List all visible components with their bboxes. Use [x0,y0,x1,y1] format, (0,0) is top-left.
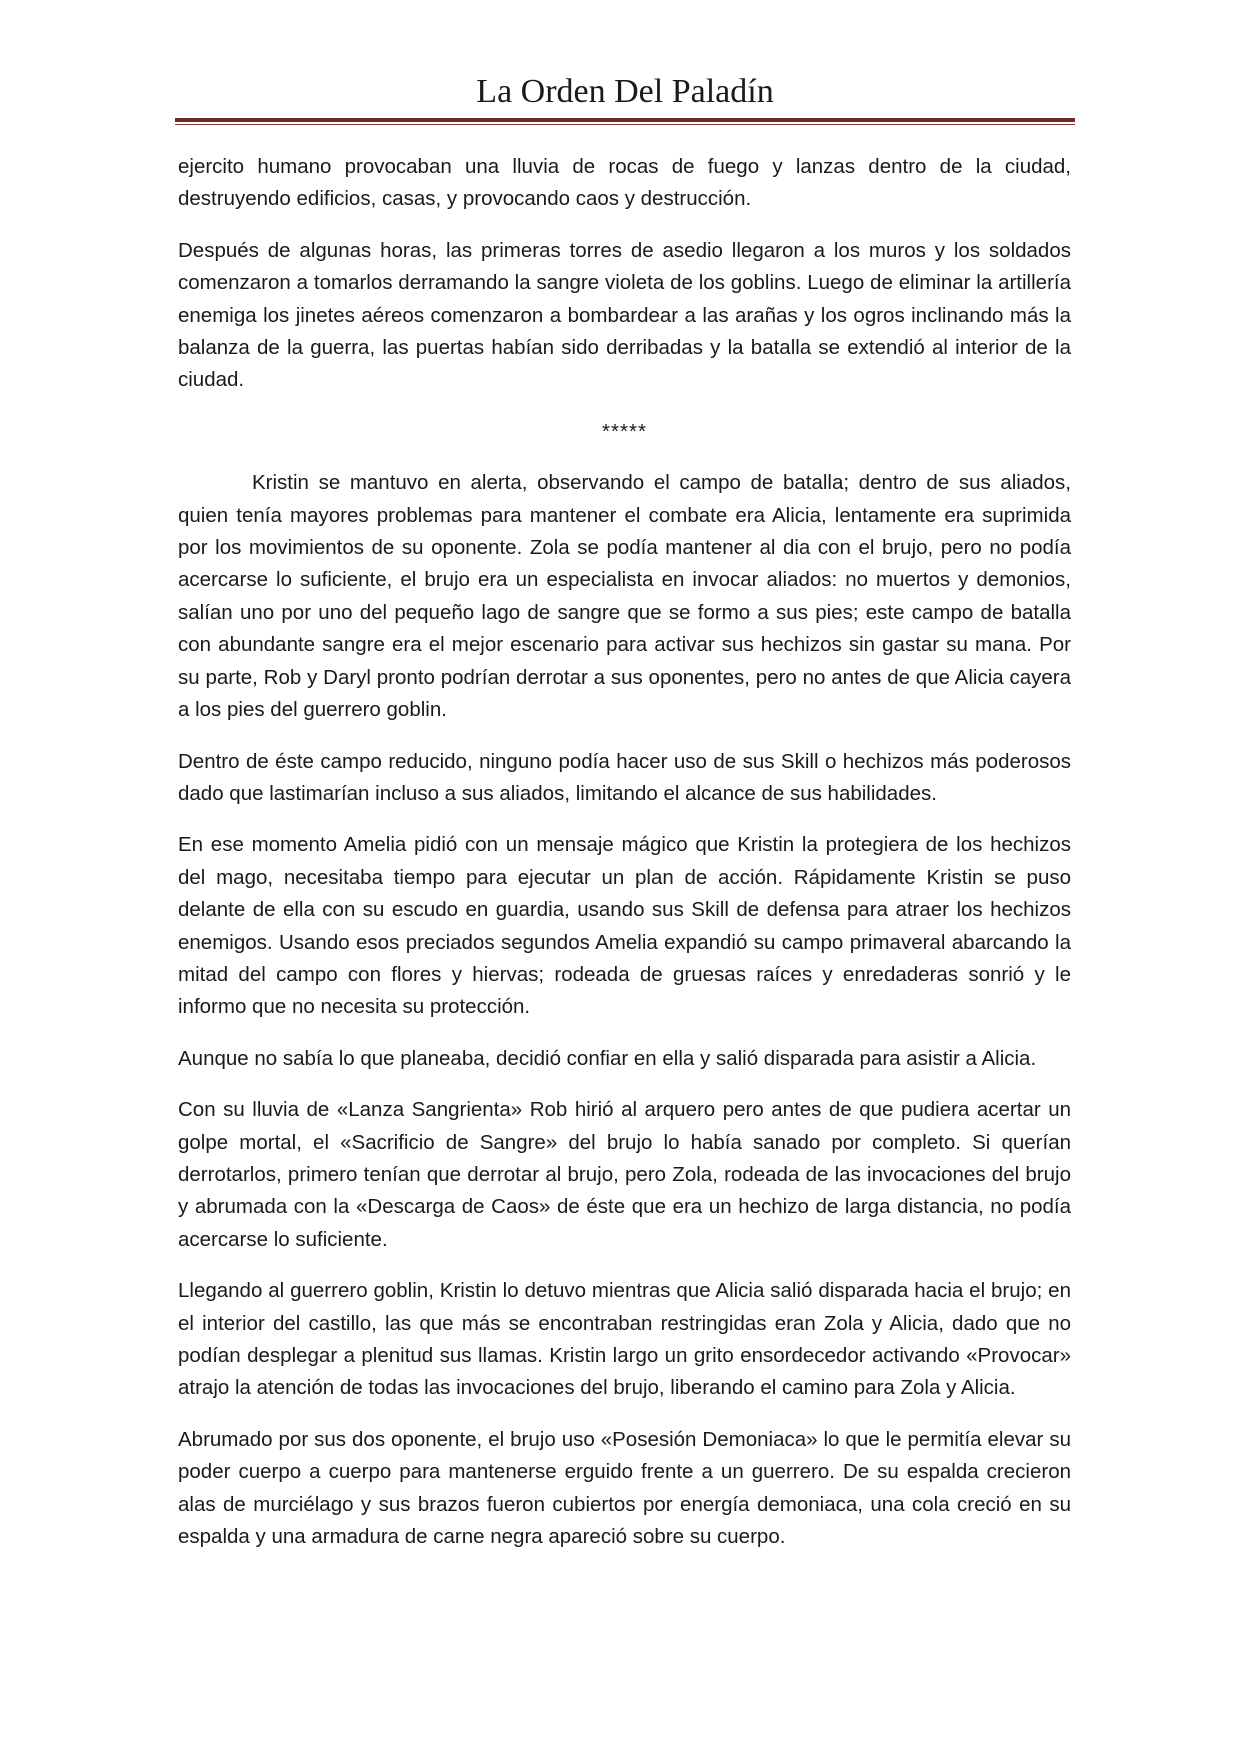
paragraph: Abrumado por sus dos oponente, el brujo uso «Posesión Demoniaca» lo que le permitía elevar su poder cuerpo a cuerpo para mantenerse erguido frente a un guerrero. De su espalda crecieron alas de murciélago y sus brazos fueron cubiertos por energía demoniaca, una cola creció en su espalda y una armadura de carne negra apareció sobre su cuerpo. [178,1427,1071,1549]
paragraph: Kristin se mantuvo en alerta, observando el campo de batalla; dentro de sus aliados, quien tenía mayores problemas para mantener el combate era Alicia, lentamente era suprimida por los movimientos de su oponente. Zola se podía mantener al dia con el brujo, pero no podía acercarse lo suficiente, el brujo era un especialista en invocar aliados: no muertos y demonios, salían uno por uno del pequeño lago de sangre que se formo a sus pies; este campo de batalla con abundante sangre era el mejor escenario para activar sus hechizos sin gastar su mana. Por su parte, Rob y Daryl pronto podrían derrotar a sus oponentes, pero no antes de que Alicia cayera a los pies del guerrero goblin. [178,471,1071,722]
paragraph: Aunque no sabía lo que planeaba, decidió confiar en ella y salió disparada para asistir a Alicia. [178,1046,1037,1070]
section-separator: ***** [602,419,647,443]
paragraph: Llegando al guerrero goblin, Kristin lo detuvo mientras que Alicia salió disparada hacia el brujo; en el interior del castillo, las que más se encontraban restringidas eran Zola y Alicia, dado que no podían desplegar a plenitud sus llamas. Kristin largo un grito ensordecedor activando «Provocar» atrajo la atención de todas las invocaciones del brujo, liberando el camino para Zola y Alicia. [178,1279,1071,1400]
paragraph: Dentro de éste campo reducido, ninguno podía hacer uso de sus Skill o hechizos más poderosos dado que lastimarían incluso a sus aliados, limitando el alcance de sus habilidades. [178,749,1071,805]
header-rule-thick [175,118,1075,122]
paragraph: ejercito humano provocaban una lluvia de rocas de fuego y lanzas dentro de la ciudad, destruyendo edificios, casas, y provocando caos y destrucción. [178,155,1071,211]
paragraph: Con su lluvia de «Lanza Sangrienta» Rob hirió al arquero pero antes de que pudiera acertar un golpe mortal, el «Sacrificio de Sangre» del brujo lo había sanado por completo. Si querían derrotarlos, primero tenían que derrotar al brujo, pero Zola, rodeada de las invocaciones del brujo y abrumada con la «Descarga de Caos» de éste que era un hechizo de larga distancia, no podía acercarse lo suficiente. [178,1098,1071,1251]
header-rule-thin [175,124,1075,125]
body-text [178,151,1071,1572]
page-header-title: La Orden Del Paladín [476,73,774,110]
paragraph: Después de algunas horas, las primeras torres de asedio llegaron a los muros y los soldados comenzaron a tomarlos derramando la sangre violeta de los goblins. Luego de eliminar la artillería enemiga los jinetes aéreos comenzaron a bombardear a las arañas y los ogros inclinando más la balanza de la guerra, las puertas habían sido derribadas y la batalla se extendió al interior de la ciudad. [178,238,1071,392]
paragraph: En ese momento Amelia pidió con un mensaje mágico que Kristin la protegiera de los hechizos del mago, necesitaba tiempo para ejecutar un plan de acción. Rápidamente Kristin se puso delante de ella con su escudo en guardia, usando sus Skill de defensa para atraer los hechizos enemigos. Usando esos preciados segundos Amelia expandió su campo primaveral abarcando la mitad del campo con flores y hiervas; rodeada de gruesas raíces y enredaderas sonrió y le informo que no necesita su protección. [178,833,1071,1019]
